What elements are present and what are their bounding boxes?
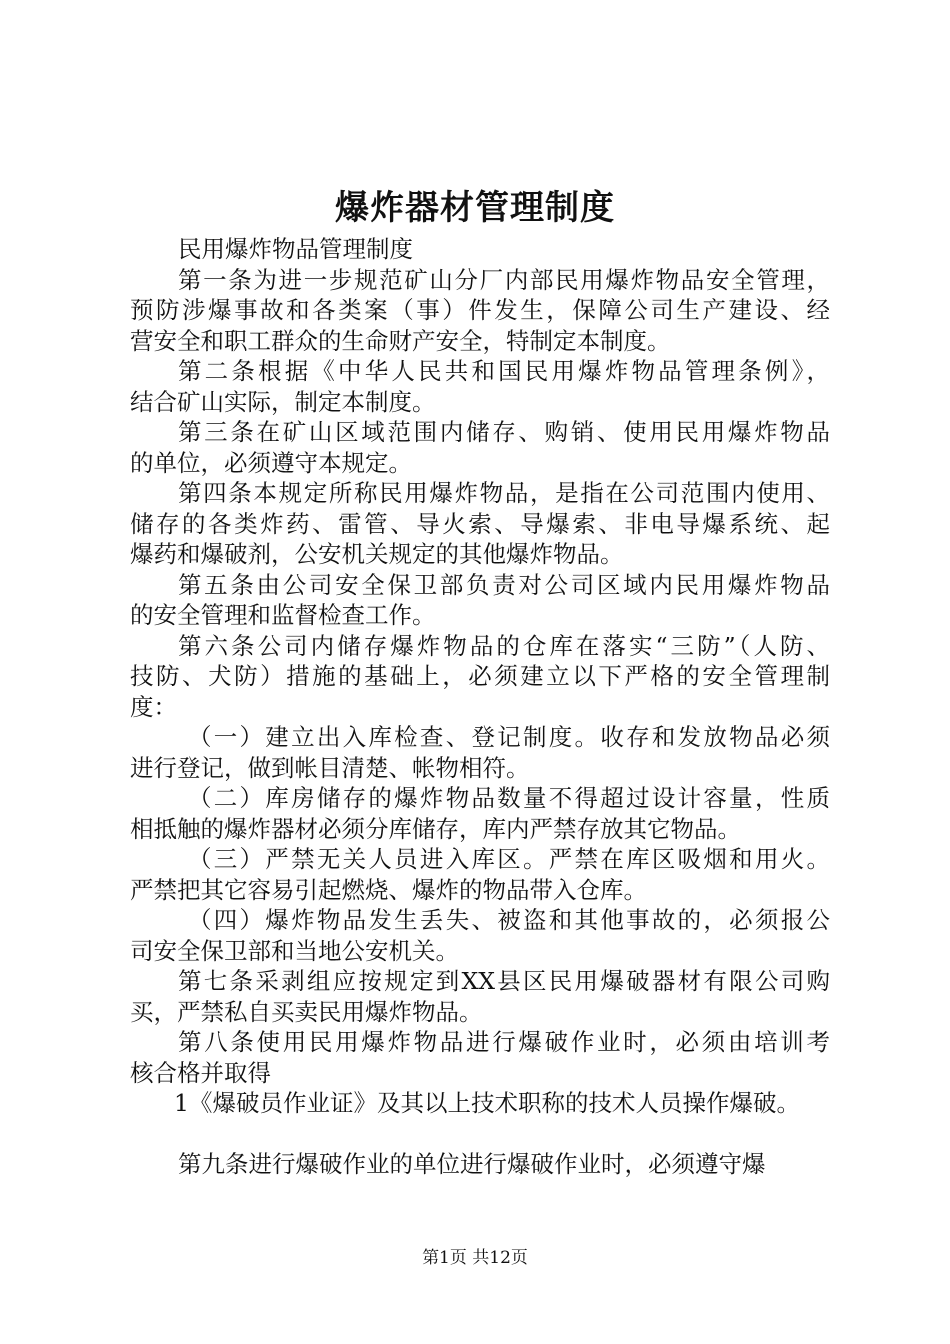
paragraph-line: 结合矿山实际，制定本制度。 [130,387,436,416]
paragraph-line: 爆药和爆破剂，公安机关规定的其他爆炸物品。 [130,540,624,568]
list-item-line: （二）库房储存的爆炸物品数量不得超过设计容量，性质 [188,784,830,812]
list-item-line: 相抵触的爆炸器材必须分库储存，库内严禁存放其它物品。 [130,814,741,843]
paragraph-line: 第四条本规定所称民用爆炸物品，是指在公司范围内使用、 [178,479,830,507]
blank-line [130,1119,830,1149]
paragraph-line: 买，严禁私自买卖民用爆炸物品。 [130,997,483,1026]
paragraph-line: 第一条为进一步规范矿山分厂内部民用爆炸物品安全管理， [178,265,830,294]
paragraph-line: 核合格并取得 [130,1058,271,1087]
paragraph-line: 第九条进行爆破作业的单位进行爆破作业时，必须遵守爆 [178,1149,766,1178]
list-item-line: （四）爆炸物品发生丢失、被盗和其他事故的，必须报公 [188,906,830,934]
paragraph-line: 储存的各类炸药、雷管、导火索、导爆索、非电导爆系统、起 [130,509,830,538]
paragraph-line: 第六条公司内储存爆炸物品的仓库在落实“三防”（人防、 [178,631,830,660]
page-footer: 第1页 共12页 [422,1248,528,1268]
paragraph-line: 技防、犬防）措施的基础上，必须建立以下严格的安全管理制 [130,662,830,690]
paragraph-line: 1《爆破员作业证》及其以上技术职称的技术人员操作爆破。 [174,1089,800,1117]
section-heading: 民用爆炸物品管理制度 [178,235,413,263]
paragraph-line: 预防涉爆事故和各类案（事）件发生，保障公司生产建设、经 [130,296,830,324]
document-title: 爆炸器材管理制度 [335,188,615,228]
paragraph-line: 的单位，必须遵守本规定。 [130,448,412,477]
list-item-line: （三）严禁无关人员进入库区。严禁在库区吸烟和用火。 [188,845,830,873]
document-body [130,234,830,1179]
paragraph-line: 第七条采剥组应按规定到XX县区民用爆破器材有限公司购 [178,967,830,995]
paragraph-line: 第五条由公司安全保卫部负责对公司区域内民用爆炸物品 [178,570,830,599]
list-item-line: 严禁把其它容易引起燃烧、爆炸的物品带入仓库。 [130,875,647,904]
paragraph-line: 营安全和职工群众的生命财产安全，特制定本制度。 [130,326,671,355]
paragraph-line: 第八条使用民用爆炸物品进行爆破作业时，必须由培训考 [178,1028,830,1056]
paragraph-line: 度： [130,692,177,721]
list-item-line: （一）建立出入库检查、登记制度。收存和发放物品必须 [188,723,830,751]
paragraph-line: 第二条根据《中华人民共和国民用爆炸物品管理条例》， [178,357,830,385]
list-item-line: 进行登记，做到帐目清楚、帐物相符。 [130,753,530,782]
paragraph-line: 的安全管理和监督检查工作。 [130,601,436,629]
paragraph-line: 第三条在矿山区域范围内储存、购销、使用民用爆炸物品 [178,418,830,446]
list-item-line: 司安全保卫部和当地公安机关。 [130,936,459,965]
